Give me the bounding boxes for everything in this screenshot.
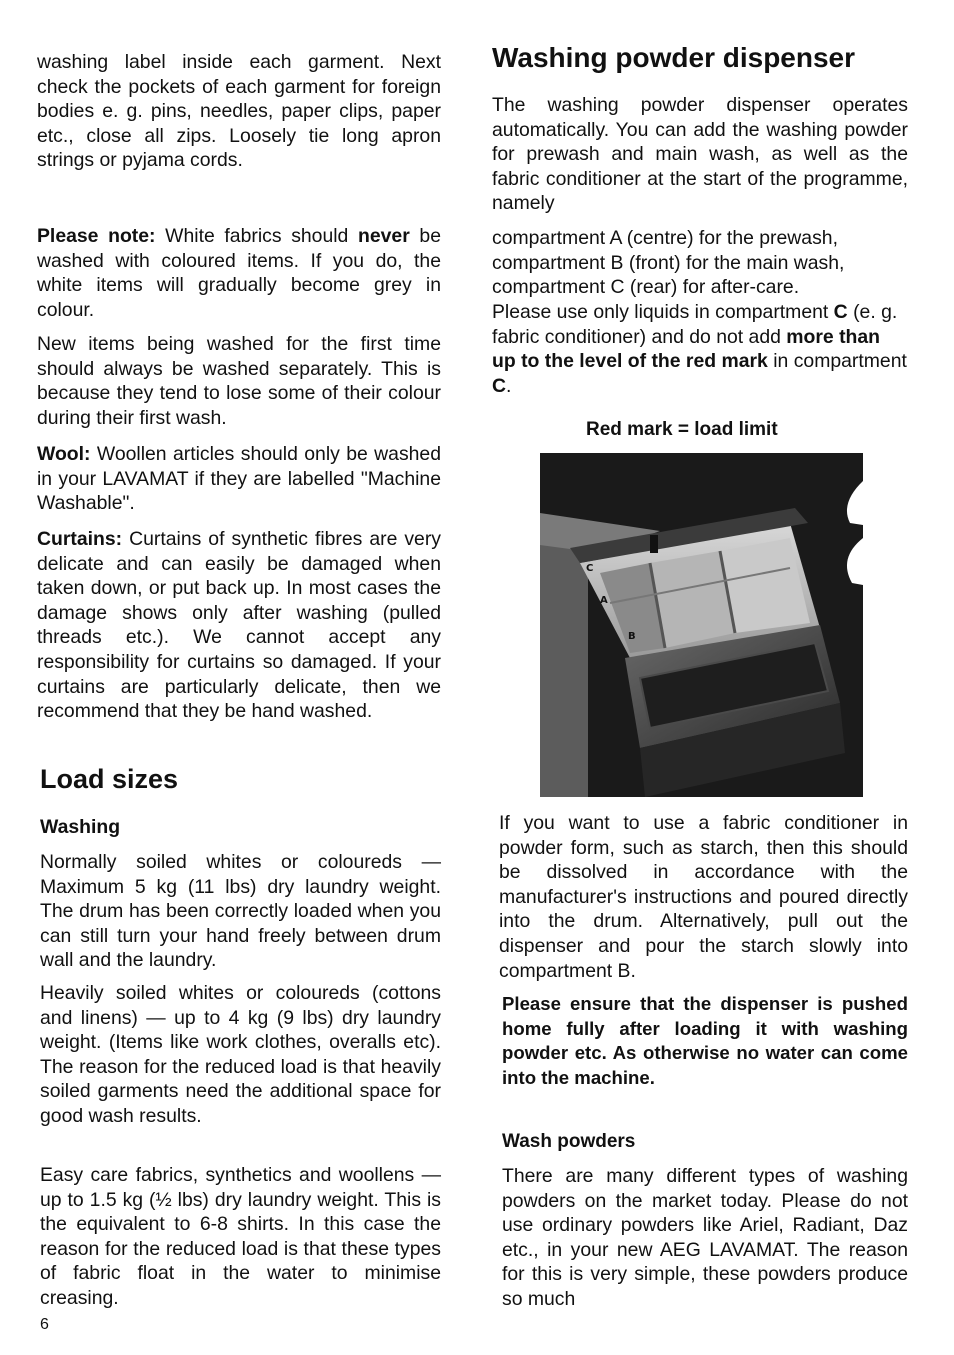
fabric-conditioner-paragraph: If you want to use a fabric conditioner in powder form, such as starch, then this should be dissolved in accordance with the manufacturer's instructions and poured directly into the drum. Alternatively, pull out the dispenser and pour the starch slowly into compartment B. — [499, 812, 908, 982]
liquids-text-1: Please use only liquids in compartment — [492, 301, 834, 323]
red-mark-emphasis: more than up to the level of the red mark — [492, 325, 881, 373]
photo-label-c: C — [586, 563, 594, 574]
liquids-c: C — [833, 301, 848, 323]
compartment-b-line: compartment B (front) for the main wash, — [492, 252, 845, 274]
please-note-text-2: be washed with coloured items. If you do, the white items will gradually become grey in colour. — [37, 225, 441, 321]
heavily-soiled-paragraph: Heavily soiled whites or coloureds (cottons and linens) — up to 4 kg (9 lbs) dry laundry weight. (Items like work clothes, overalls etc). The reason for the reduced load is that heavily soiled garments need the additional space for good wash results. — [40, 982, 441, 1127]
dispenser-intro: The washing powder dispenser operates automatically. You can add the washing powder for prewash and main wash, as well as the fabric conditioner at the start of the programme, namely — [492, 94, 908, 215]
please-note-paragraph — [37, 224, 441, 322]
wash-powders-heading: Wash powders — [502, 1131, 636, 1152]
photo-caption: Red mark = load limit — [586, 419, 778, 440]
liquids-c-2: C — [492, 374, 507, 397]
curtains-text: Curtains of synthetic fibres are very delicate and can easily be damaged when taken down, or put back up. In most cases the damage shows only after washing (pulled threads etc.). We cannot accept any responsibility for curtains so damaged. If your curtains are particularly delicate, then we recommend that they be hand washed. — [37, 528, 441, 723]
photo-label-a: A — [600, 595, 608, 606]
wash-powders-paragraph: There are many different types of washing powders on the market today. Please do not use ordinary powders like Ariel, Radiant, Daz etc., in your new AEG LAVAMAT. The reason for this is very simple, these powders produce so much — [502, 1165, 908, 1310]
dispenser-warning: Please ensure that the dispenser is pushed home fully after loading it with washing powder etc. As otherwise no water can come into the machine. — [502, 993, 908, 1088]
easy-care-paragraph: Easy care fabrics, synthetics and woollens — up to 1.5 kg (½ lbs) dry laundry weight. This is the equivalent to 6-8 shirts. In this case the reason for the reduced load is that these types of fabric float in the water to minimise creasing. — [40, 1164, 441, 1309]
photo-label-b: B — [628, 631, 636, 642]
wool-paragraph — [37, 442, 441, 516]
washing-subheading: Washing — [40, 816, 121, 838]
intro-paragraph: washing label inside each garment. Next check the pockets of each garment for foreign bodies e. g. pins, needles, paper clips, paper etc., close all zips. Loosely tie long apron strings or pyjama cords. — [37, 51, 441, 172]
new-items-paragraph: New items being washed for the first time should always be washed separately. This is because they tend to lose some of their colour during their first wash. — [37, 333, 441, 429]
liquids-text-3: in compartment — [767, 350, 907, 373]
curtains-paragraph — [37, 527, 441, 724]
liquids-text-2: (e. g. fabric conditioner) and do not add — [492, 301, 898, 348]
never-emphasis: never — [358, 225, 410, 247]
normally-soiled-paragraph: Normally soiled whites or coloureds — Maximum 5 kg (11 lbs) dry laundry weight. The drum has been correctly loaded when you can still turn your hand freely between drum wall and the laundry. — [40, 851, 441, 972]
liquids-paragraph — [492, 300, 908, 398]
please-note-text-1: White fabrics should — [155, 225, 358, 247]
dispenser-heading: Washing powder dispenser — [492, 42, 856, 73]
wool-text: Woollen articles should only be washed in your LAVAMAT if they are labelled "Machine Washable". — [37, 443, 441, 515]
liquids-end: . — [506, 374, 512, 397]
compartment-a-line: compartment A (centre) for the prewash, — [492, 227, 838, 249]
dispenser-photo — [540, 453, 863, 797]
page-number: 6 — [40, 1316, 49, 1333]
load-sizes-heading: Load sizes — [40, 764, 179, 794]
compartment-c-line: compartment C (rear) for after-care. — [492, 276, 800, 298]
curtains-label: Curtains: — [37, 528, 123, 550]
dispenser-drawer-illustration — [540, 453, 863, 797]
please-note-label: Please note: — [37, 225, 156, 247]
wool-label: Wool: — [37, 443, 91, 465]
